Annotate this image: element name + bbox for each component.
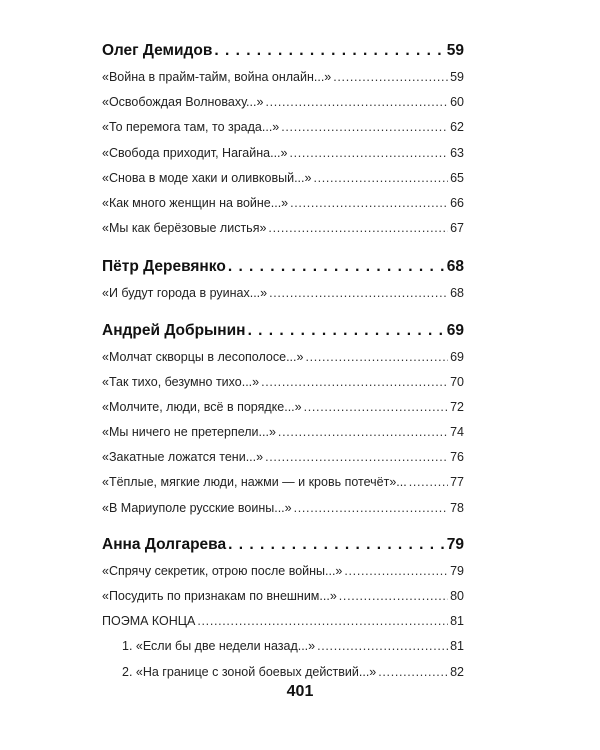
dot-leader [228, 258, 445, 276]
dot-leader [409, 475, 448, 489]
entry-page: 67 [450, 221, 464, 236]
entry-page: 66 [450, 195, 464, 210]
entry-page: 77 [450, 475, 464, 490]
toc-entry [102, 95, 464, 120]
entry-page: 63 [450, 145, 464, 160]
dot-leader [197, 614, 448, 628]
toc-section [102, 258, 464, 311]
entry-page: 60 [450, 95, 464, 110]
entry-title: «Закатные ложатся тени...» [102, 450, 264, 465]
dot-leader [228, 536, 445, 554]
toc-entry [102, 564, 464, 589]
entry-title: «Война в прайм-тайм, война онлайн...» [102, 70, 332, 84]
page-number: 401 [286, 683, 314, 700]
toc-entry [102, 120, 464, 145]
entry-title: ПОЭМА КОНЦА [102, 614, 196, 629]
author-heading [102, 258, 464, 286]
dot-leader [269, 286, 448, 300]
entry-title: 2. «На границе с зоной боевых действий...» [122, 664, 377, 679]
entry-title: «Мы ничего не претерпели...» [102, 425, 276, 440]
dot-leader [278, 425, 448, 439]
author-page: 69 [446, 321, 464, 339]
dot-leader [294, 501, 448, 515]
toc-entry [102, 171, 464, 196]
toc-section [102, 322, 464, 526]
entry-page: 80 [450, 589, 464, 603]
toc-entry [102, 375, 464, 400]
dot-leader [317, 639, 448, 653]
author-name: Анна Долгарева [102, 535, 227, 553]
author-name: Олег Демидов [102, 42, 213, 59]
toc-entry [102, 501, 464, 526]
author-heading [102, 42, 464, 70]
entry-page: 65 [450, 170, 464, 185]
entry-page: 69 [450, 349, 464, 364]
entry-title: «Так тихо, безумно тихо...» [102, 374, 260, 389]
dot-leader [344, 564, 448, 578]
entry-page: 74 [450, 425, 464, 440]
dot-leader [268, 221, 448, 235]
table-of-contents [102, 42, 464, 690]
entry-page: 62 [450, 120, 464, 135]
toc-entry [102, 475, 464, 500]
dot-leader [214, 42, 444, 60]
author-name: Андрей Добрынин [102, 321, 246, 339]
entry-page: 81 [450, 639, 464, 654]
entry-title: «Молчат скворцы в лесополосе...» [102, 349, 304, 364]
author-heading [102, 322, 464, 350]
dot-leader [290, 196, 448, 210]
toc-entry [102, 450, 464, 475]
entry-page: 78 [450, 500, 464, 515]
toc-entry [102, 146, 464, 171]
entry-title: «Как много женщин на войне...» [102, 195, 289, 210]
dot-leader [378, 665, 448, 679]
entry-title: «Тёплые, мягкие люди, нажми — и кровь потечёт»... [102, 475, 407, 490]
dot-leader [313, 171, 448, 185]
dot-leader [339, 589, 448, 603]
toc-entry [102, 400, 464, 425]
author-page: 68 [446, 258, 464, 276]
author-name: Пётр Деревянко [102, 258, 226, 276]
toc-entry [102, 614, 464, 639]
dot-leader [289, 146, 448, 160]
entry-page: 68 [450, 286, 464, 301]
toc-entry [102, 425, 464, 450]
toc-entry [102, 70, 464, 95]
entry-page: 76 [450, 450, 464, 465]
entry-title: «Молчите, люди, всё в порядке...» [102, 399, 302, 414]
entry-page: 79 [450, 563, 464, 578]
entry-page: 59 [450, 70, 464, 84]
entry-title: «Свобода приходит, Нагайна...» [102, 145, 288, 160]
dot-leader [304, 400, 448, 414]
dot-leader [248, 322, 445, 340]
toc-entry [102, 221, 464, 246]
toc-entry [102, 350, 464, 375]
entry-title: «Посудить по признакам по внешним...» [102, 589, 337, 603]
toc-entry [102, 286, 464, 311]
entry-title: «В Мариуполе русские воины...» [102, 500, 292, 515]
dot-leader [281, 120, 448, 134]
dot-leader [333, 70, 448, 84]
toc-section [102, 42, 464, 246]
toc-entry [102, 589, 464, 614]
entry-title: «Снова в моде хаки и оливковый...» [102, 170, 312, 185]
dot-leader [261, 375, 448, 389]
entry-title: «Спрячу секретик, отрою после войны...» [102, 563, 343, 578]
dot-leader [305, 350, 448, 364]
entry-title: «Освобождая Волноваху...» [102, 95, 264, 110]
toc-entry [102, 196, 464, 221]
entry-title: 1. «Если бы две недели назад...» [122, 639, 316, 654]
entry-page: 72 [450, 399, 464, 414]
entry-title: «Мы как берёзовые листья» [102, 221, 267, 236]
entry-page: 82 [450, 664, 464, 679]
entry-title: «То перемога там, то зрада...» [102, 120, 280, 135]
entry-title: «И будут города в руинах...» [102, 286, 268, 301]
entry-page: 81 [450, 614, 464, 629]
author-page: 59 [446, 42, 464, 59]
toc-section [102, 536, 464, 690]
dot-leader [265, 450, 448, 464]
dot-leader [265, 95, 448, 109]
entry-page: 70 [450, 374, 464, 389]
author-heading [102, 536, 464, 564]
toc-subentry [102, 639, 464, 664]
author-page: 79 [446, 535, 464, 553]
